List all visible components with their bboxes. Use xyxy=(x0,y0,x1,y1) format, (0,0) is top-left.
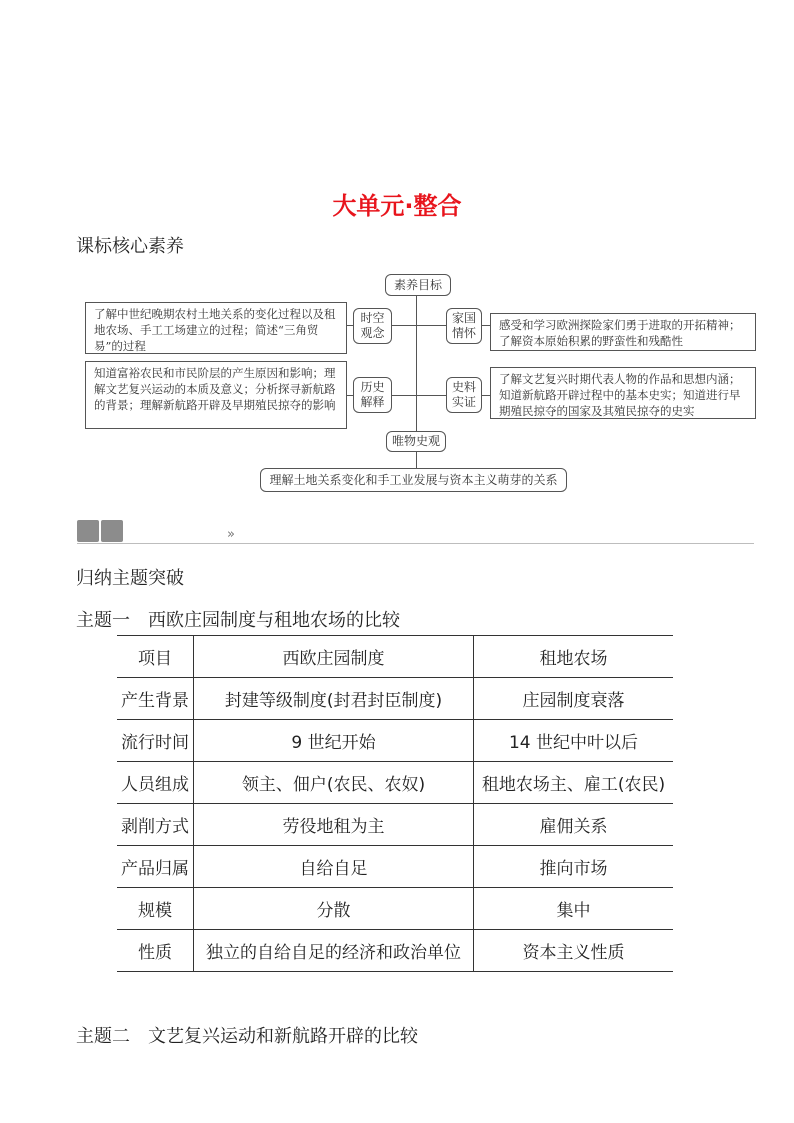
feudal-manor-cell: 领主、佃户(农民、农奴) xyxy=(194,762,474,804)
node-shikong-line2: 观念 xyxy=(360,326,385,340)
node-jiaguo xyxy=(446,308,482,344)
leased-farm-cell: 推向市场 xyxy=(539,859,608,879)
leased-farm-cell: 14 世纪中叶以后 xyxy=(508,733,639,753)
leased-farm-cell: 租地农场主、雇工(农民) xyxy=(481,775,666,795)
row-label: 产生背景 xyxy=(117,678,194,720)
feudal-manor-cell: 劳役地租为主 xyxy=(194,804,474,846)
table-row xyxy=(117,804,673,846)
node-lishi-line2: 解释 xyxy=(360,395,385,409)
leased-farm-cell: 雇佣关系 xyxy=(539,817,608,837)
row-label: 人员组成 xyxy=(117,762,194,804)
node-jiaguo-line1: 家国 xyxy=(451,311,476,325)
row-label: 规模 xyxy=(117,888,194,930)
leased-farm-cell: 租地农场 xyxy=(539,649,608,669)
diagram-branch-line-bottom xyxy=(392,395,446,396)
jiaguo-description: 感受和学习欧洲探险家们勇于进取的开拓精神；了解资本原始积累的野蛮性和残酷性 xyxy=(490,313,756,351)
diagram-trunk-line xyxy=(416,296,417,431)
root-node: 素养目标 xyxy=(385,274,451,296)
row-label: 剥削方式 xyxy=(117,804,194,846)
row-label: 项目 xyxy=(117,636,194,678)
feudal-manor-cell: 西欧庄园制度 xyxy=(194,636,474,678)
table-row xyxy=(117,720,673,762)
diagram-link-right-bottom xyxy=(482,395,490,396)
table-header-row xyxy=(117,636,673,678)
row-label: 产品归属 xyxy=(117,846,194,888)
theme-one-heading: 主题一 西欧庄园制度与租地农场的比较 xyxy=(76,610,400,631)
node-shiliao-line1: 史料 xyxy=(451,380,476,394)
feudal-manor-cell: 封建等级制度(封君封臣制度) xyxy=(194,678,474,720)
diagram-link-right-top xyxy=(482,325,490,326)
node-shiliao xyxy=(446,377,482,413)
node-lishi-line1: 历史 xyxy=(360,380,385,394)
node-jiaguo-line2: 情怀 xyxy=(451,326,476,340)
banner-square-1 xyxy=(77,520,99,542)
leased-farm-cell: 资本主义性质 xyxy=(522,943,625,963)
shikong-description: 了解中世纪晚期农村土地关系的变化过程以及租地农场、手工工场建立的过程；简述“三角贸易”的过程 xyxy=(85,302,347,354)
banner-rule xyxy=(77,543,754,544)
table-row xyxy=(117,762,673,804)
comparison-table xyxy=(117,635,673,972)
table-row xyxy=(117,930,673,972)
feudal-manor-cell: 9 世纪开始 xyxy=(194,720,474,762)
node-shikong-line1: 时空 xyxy=(360,311,385,325)
leased-farm-cell: 庄园制度衰落 xyxy=(522,691,625,711)
feudal-manor-cell: 分散 xyxy=(194,888,474,930)
diagram-bottom-line xyxy=(416,452,417,468)
table-row xyxy=(117,888,673,930)
node-shiliao-line2: 实证 xyxy=(451,395,476,409)
feudal-manor-cell: 独立的自给自足的经济和政治单位 xyxy=(194,930,474,972)
section-heading-themes: 归纳主题突破 xyxy=(76,568,184,589)
bottom-node: 唯物史观 xyxy=(386,431,446,452)
shiliao-description: 了解文艺复兴时期代表人物的作品和思想内涵；知道新航路开辟过程中的基本史实；知道进行早期殖民掠夺的国家及其殖民掠夺的史实 xyxy=(490,367,756,419)
theme-two-heading: 主题二 文艺复兴运动和新航路开辟的比较 xyxy=(76,1026,418,1047)
row-label: 性质 xyxy=(117,930,194,972)
leased-farm-cell: 集中 xyxy=(556,901,591,921)
diagram-branch-line-top xyxy=(392,325,446,326)
banner-arrow-icon: » xyxy=(227,527,235,542)
page-title: 大单元·整合 xyxy=(332,192,462,220)
section-heading-core-literacy: 课标核心素养 xyxy=(76,236,184,257)
node-lishi xyxy=(353,377,392,413)
feudal-manor-cell: 自给自足 xyxy=(194,846,474,888)
row-label: 流行时间 xyxy=(117,720,194,762)
bottom-conclusion: 理解土地关系变化和手工业发展与资本主义萌芽的关系 xyxy=(260,468,567,492)
node-shikong xyxy=(353,308,392,344)
table-row xyxy=(117,678,673,720)
lishi-description: 知道富裕农民和市民阶层的产生原因和影响；理解文艺复兴运动的本质及意义；分析探寻新航路的背景；理解新航路开辟及早期殖民掠夺的影响 xyxy=(85,361,347,429)
banner-square-2 xyxy=(101,520,123,542)
table-row xyxy=(117,846,673,888)
